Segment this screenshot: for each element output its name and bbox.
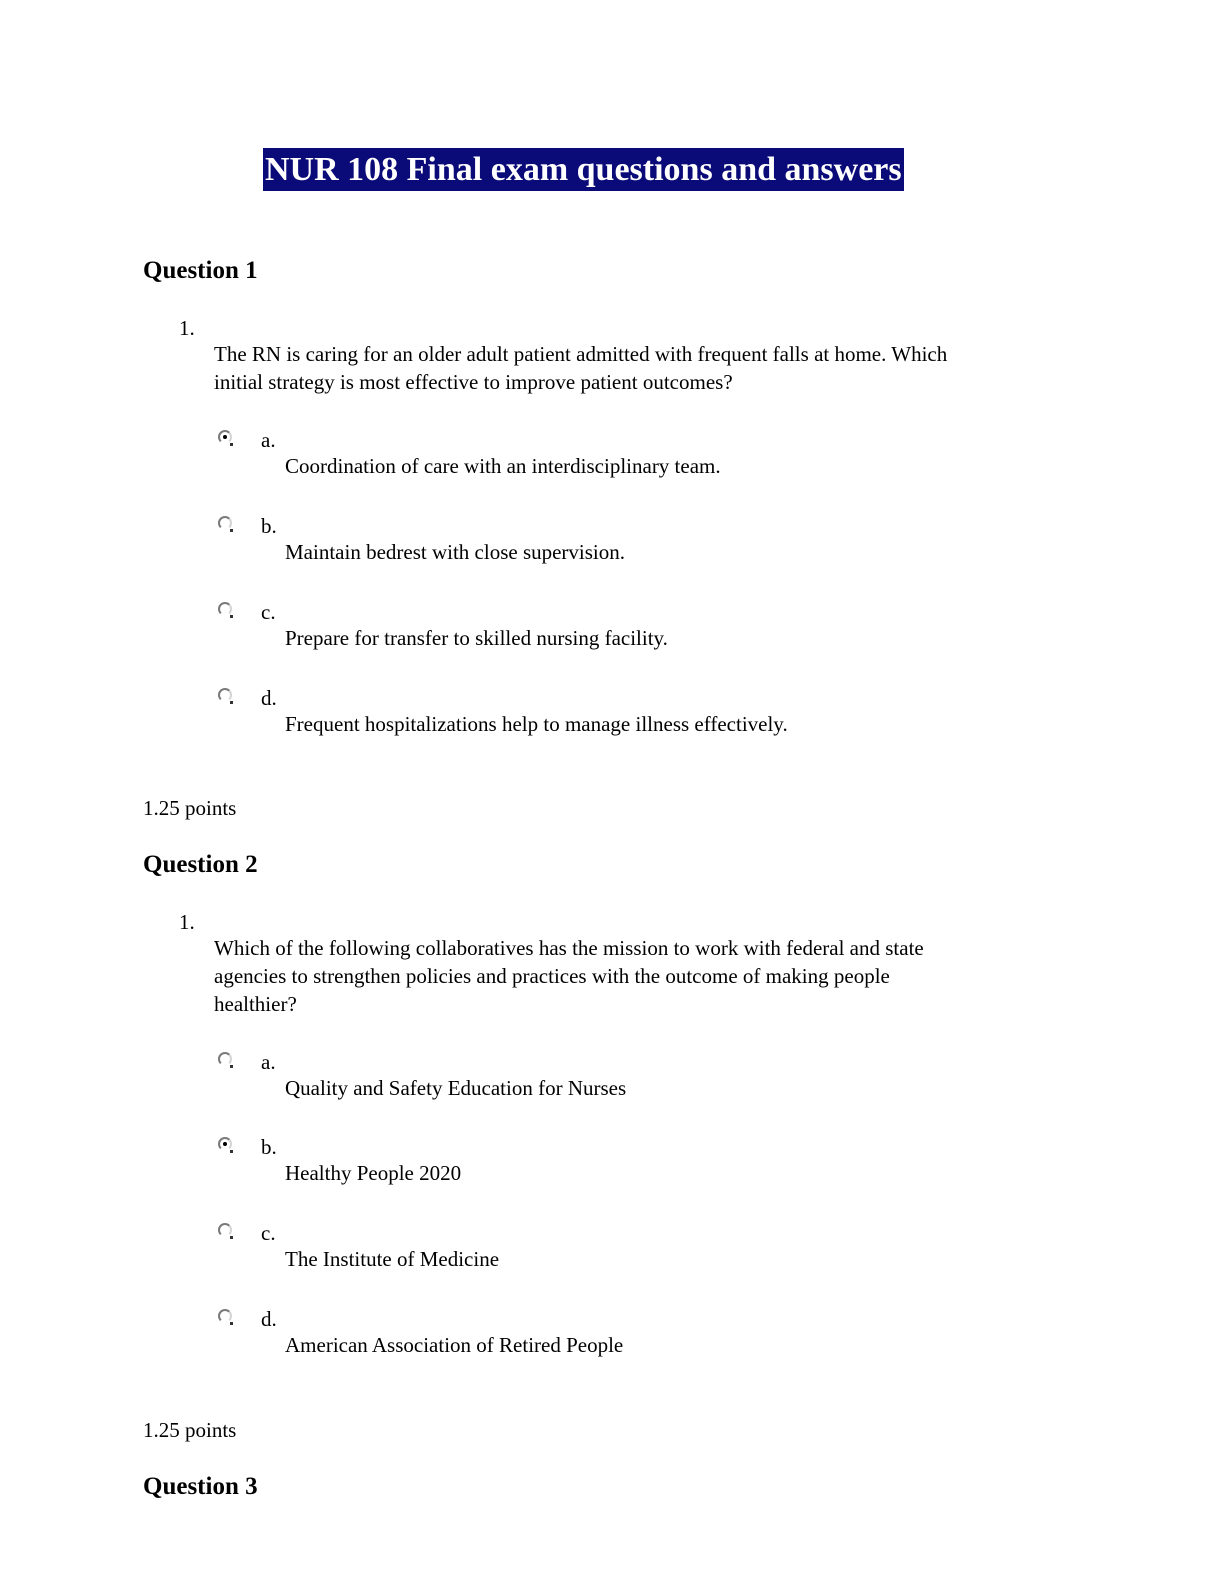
radio-q1-option-c[interactable] (218, 602, 232, 616)
q1-option-a-letter: a. (261, 428, 276, 452)
question-2-text-line: healthier? (214, 992, 297, 1016)
q2-option-d-text: American Association of Retired People (285, 1333, 624, 1357)
question-1-text (214, 340, 947, 396)
question-2-text-line: Which of the following collaboratives has the mission to work with federal and state (214, 936, 924, 960)
page-title: NUR 108 Final exam questions and answers (263, 148, 904, 191)
q2-option-b-text: Healthy People 2020 (285, 1161, 462, 1185)
q2-option-c-letter: c. (261, 1221, 276, 1245)
question-1-heading: Question 1 (143, 257, 258, 284)
q1-option-a-text: Coordination of care with an interdisciplinary team. (285, 454, 721, 478)
question-2-number: 1. (179, 910, 195, 934)
question-2-text-line: agencies to strengthen policies and practices with the outcome of making people (214, 964, 890, 988)
q2-option-d-letter: d. (261, 1307, 277, 1331)
question-1-points: 1.25 points (143, 796, 237, 820)
radio-q2-option-a[interactable] (218, 1052, 232, 1066)
q2-option-c-text: The Institute of Medicine (285, 1247, 500, 1271)
q1-option-b-text: Maintain bedrest with close supervision. (285, 540, 626, 564)
q2-option-b-letter: b. (261, 1135, 277, 1159)
q1-option-c-text: Prepare for transfer to skilled nursing facility. (285, 626, 668, 650)
radio-q2-option-c[interactable] (218, 1223, 232, 1237)
radio-q2-option-b[interactable] (218, 1137, 232, 1151)
radio-q2-option-d[interactable] (218, 1309, 232, 1323)
q2-option-a-letter: a. (261, 1050, 276, 1074)
question-3-heading: Question 3 (143, 1473, 258, 1500)
question-1-number: 1. (179, 316, 195, 340)
q1-option-d-text: Frequent hospitalizations help to manage illness effectively. (285, 712, 788, 736)
question-2-heading: Question 2 (143, 851, 258, 878)
question-2-text (214, 934, 924, 1018)
question-1-text-line: The RN is caring for an older adult patient admitted with frequent falls at home. Which (214, 342, 948, 366)
q1-option-d-letter: d. (261, 686, 277, 710)
q2-option-a-text: Quality and Safety Education for Nurses (285, 1076, 627, 1100)
q1-option-b-letter: b. (261, 514, 277, 538)
q1-option-c-letter: c. (261, 600, 276, 624)
radio-q1-option-a[interactable] (218, 430, 232, 444)
question-1-text-line: initial strategy is most effective to improve patient outcomes? (214, 370, 733, 394)
question-2-points: 1.25 points (143, 1418, 237, 1442)
radio-q1-option-b[interactable] (218, 516, 232, 530)
radio-q1-option-d[interactable] (218, 688, 232, 702)
